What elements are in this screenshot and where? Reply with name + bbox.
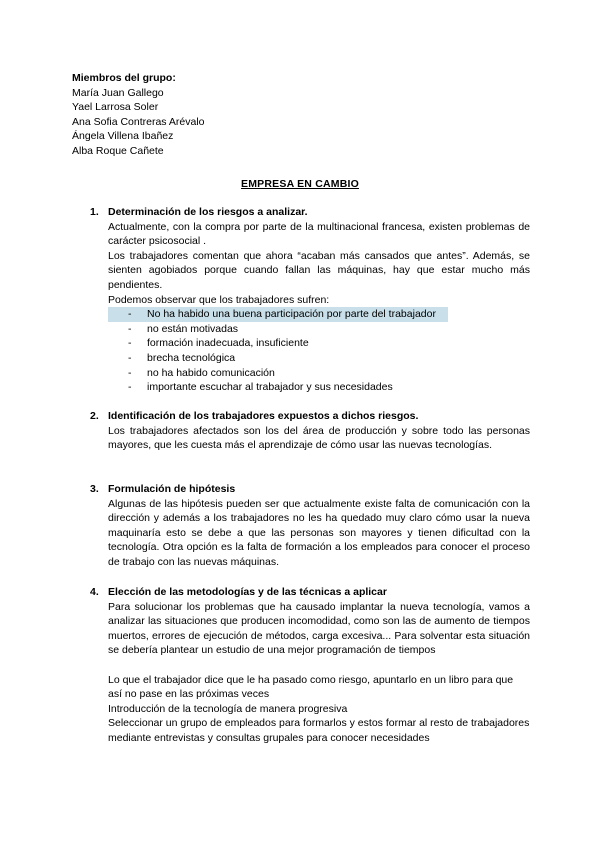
section-heading	[90, 409, 530, 424]
group-members	[72, 71, 472, 159]
section-number: 1.	[90, 206, 99, 218]
section-body	[90, 220, 530, 395]
document-title: EMPRESA EN CAMBIO	[241, 178, 359, 190]
risk-list	[108, 307, 530, 395]
paragraph: Los trabajadores comentan que ahora “acaban más cansados que antes”. Además, se sienten agobiados porque cuando fallan las máquinas, hay que estar mucho más pendientes.	[108, 249, 530, 291]
paragraph: Lo que el trabajador dice que le ha pasado como riesgo, apuntarlo en un libro para que así no pase en las próximas veces	[108, 673, 514, 701]
list-item-highlighted: - No ha habido una buena participación por parte del trabajador	[108, 307, 448, 322]
member-name: Ángela Villena Ibañez	[72, 130, 174, 143]
paragraph: Seleccionar un grupo de empleados para formarlos y estos formar al resto de trabajadores mediante entrevistas y consultas grupales para conocer necesidades	[108, 717, 530, 744]
paragraph: Los trabajadores afectados son los del área de producción y sobre todo las personas mayores, que les cuesta más el aprendizaje de cómo usar las nuevas tecnologías.	[108, 424, 530, 452]
section-heading-text: Elección de las metodologías y de las técnicas a aplicar	[108, 586, 387, 598]
section-heading-text: Determinación de los riesgos a analizar.	[108, 206, 308, 218]
section-heading	[90, 205, 530, 220]
members-title: Miembros del grupo:	[72, 72, 176, 84]
member-name: María Juan Gallego	[72, 86, 164, 99]
section-1	[90, 205, 530, 395]
section-body	[90, 424, 530, 453]
list-item: - no ha habido comunicación	[128, 366, 530, 381]
list-item: - no están motivadas	[128, 322, 530, 337]
paragraph: Podemos observar que los trabajadores sufren:	[108, 293, 330, 306]
paragraph: Algunas de las hipótesis pueden ser que actualmente existe falta de comunicación con la dirección y además a los trabajadores no les ha quedado muy claro cómo usar la nueva maquinaría esto se debe a que las personas son mayores y tienen dificultad con la tecnología. Otra opción es la falta de formación a los empleados para conocer el proceso de trabajo con las nuevas máquinas.	[108, 497, 530, 568]
section-number: 3.	[90, 483, 99, 495]
member-name: Alba Roque Cañete	[72, 144, 164, 157]
section-number: 4.	[90, 586, 99, 598]
section-4	[90, 585, 530, 746]
section-3	[90, 482, 530, 570]
section-heading	[90, 482, 530, 497]
section-heading	[90, 585, 530, 600]
section-number: 2.	[90, 410, 99, 422]
member-name: Ana Sofia Contreras Arévalo	[72, 115, 205, 128]
blank-line	[108, 658, 530, 673]
list-item: - formación inadecuada, insuficiente	[128, 336, 530, 351]
section-heading-text: Formulación de hipótesis	[108, 483, 236, 495]
paragraph: Para solucionar los problemas que ha causado implantar la nueva tecnología, vamos a analizar las situaciones que producen incomodidad, como son las de aumento de tiempos muertos, errores de ejecución de métodos, carga excesiva... Para solventar esta situación se debería plantear un estudio de una mejor programación de tiempos	[108, 600, 530, 657]
paragraph: Actualmente, con la compra por parte de la multinacional francesa, existen problemas de carácter psicosocial .	[108, 220, 530, 248]
paragraph: Introducción de la tecnología de manera progresiva	[108, 702, 348, 715]
section-heading-text: Identificación de los trabajadores expuestos a dichos riesgos.	[108, 410, 419, 422]
member-name: Yael Larrosa Soler	[72, 101, 159, 114]
section-2	[90, 409, 530, 453]
section-body	[90, 497, 530, 570]
section-body	[90, 600, 530, 746]
list-item: - importante escuchar al trabajador y sus necesidades	[128, 380, 530, 395]
list-item: - brecha tecnológica	[128, 351, 530, 366]
